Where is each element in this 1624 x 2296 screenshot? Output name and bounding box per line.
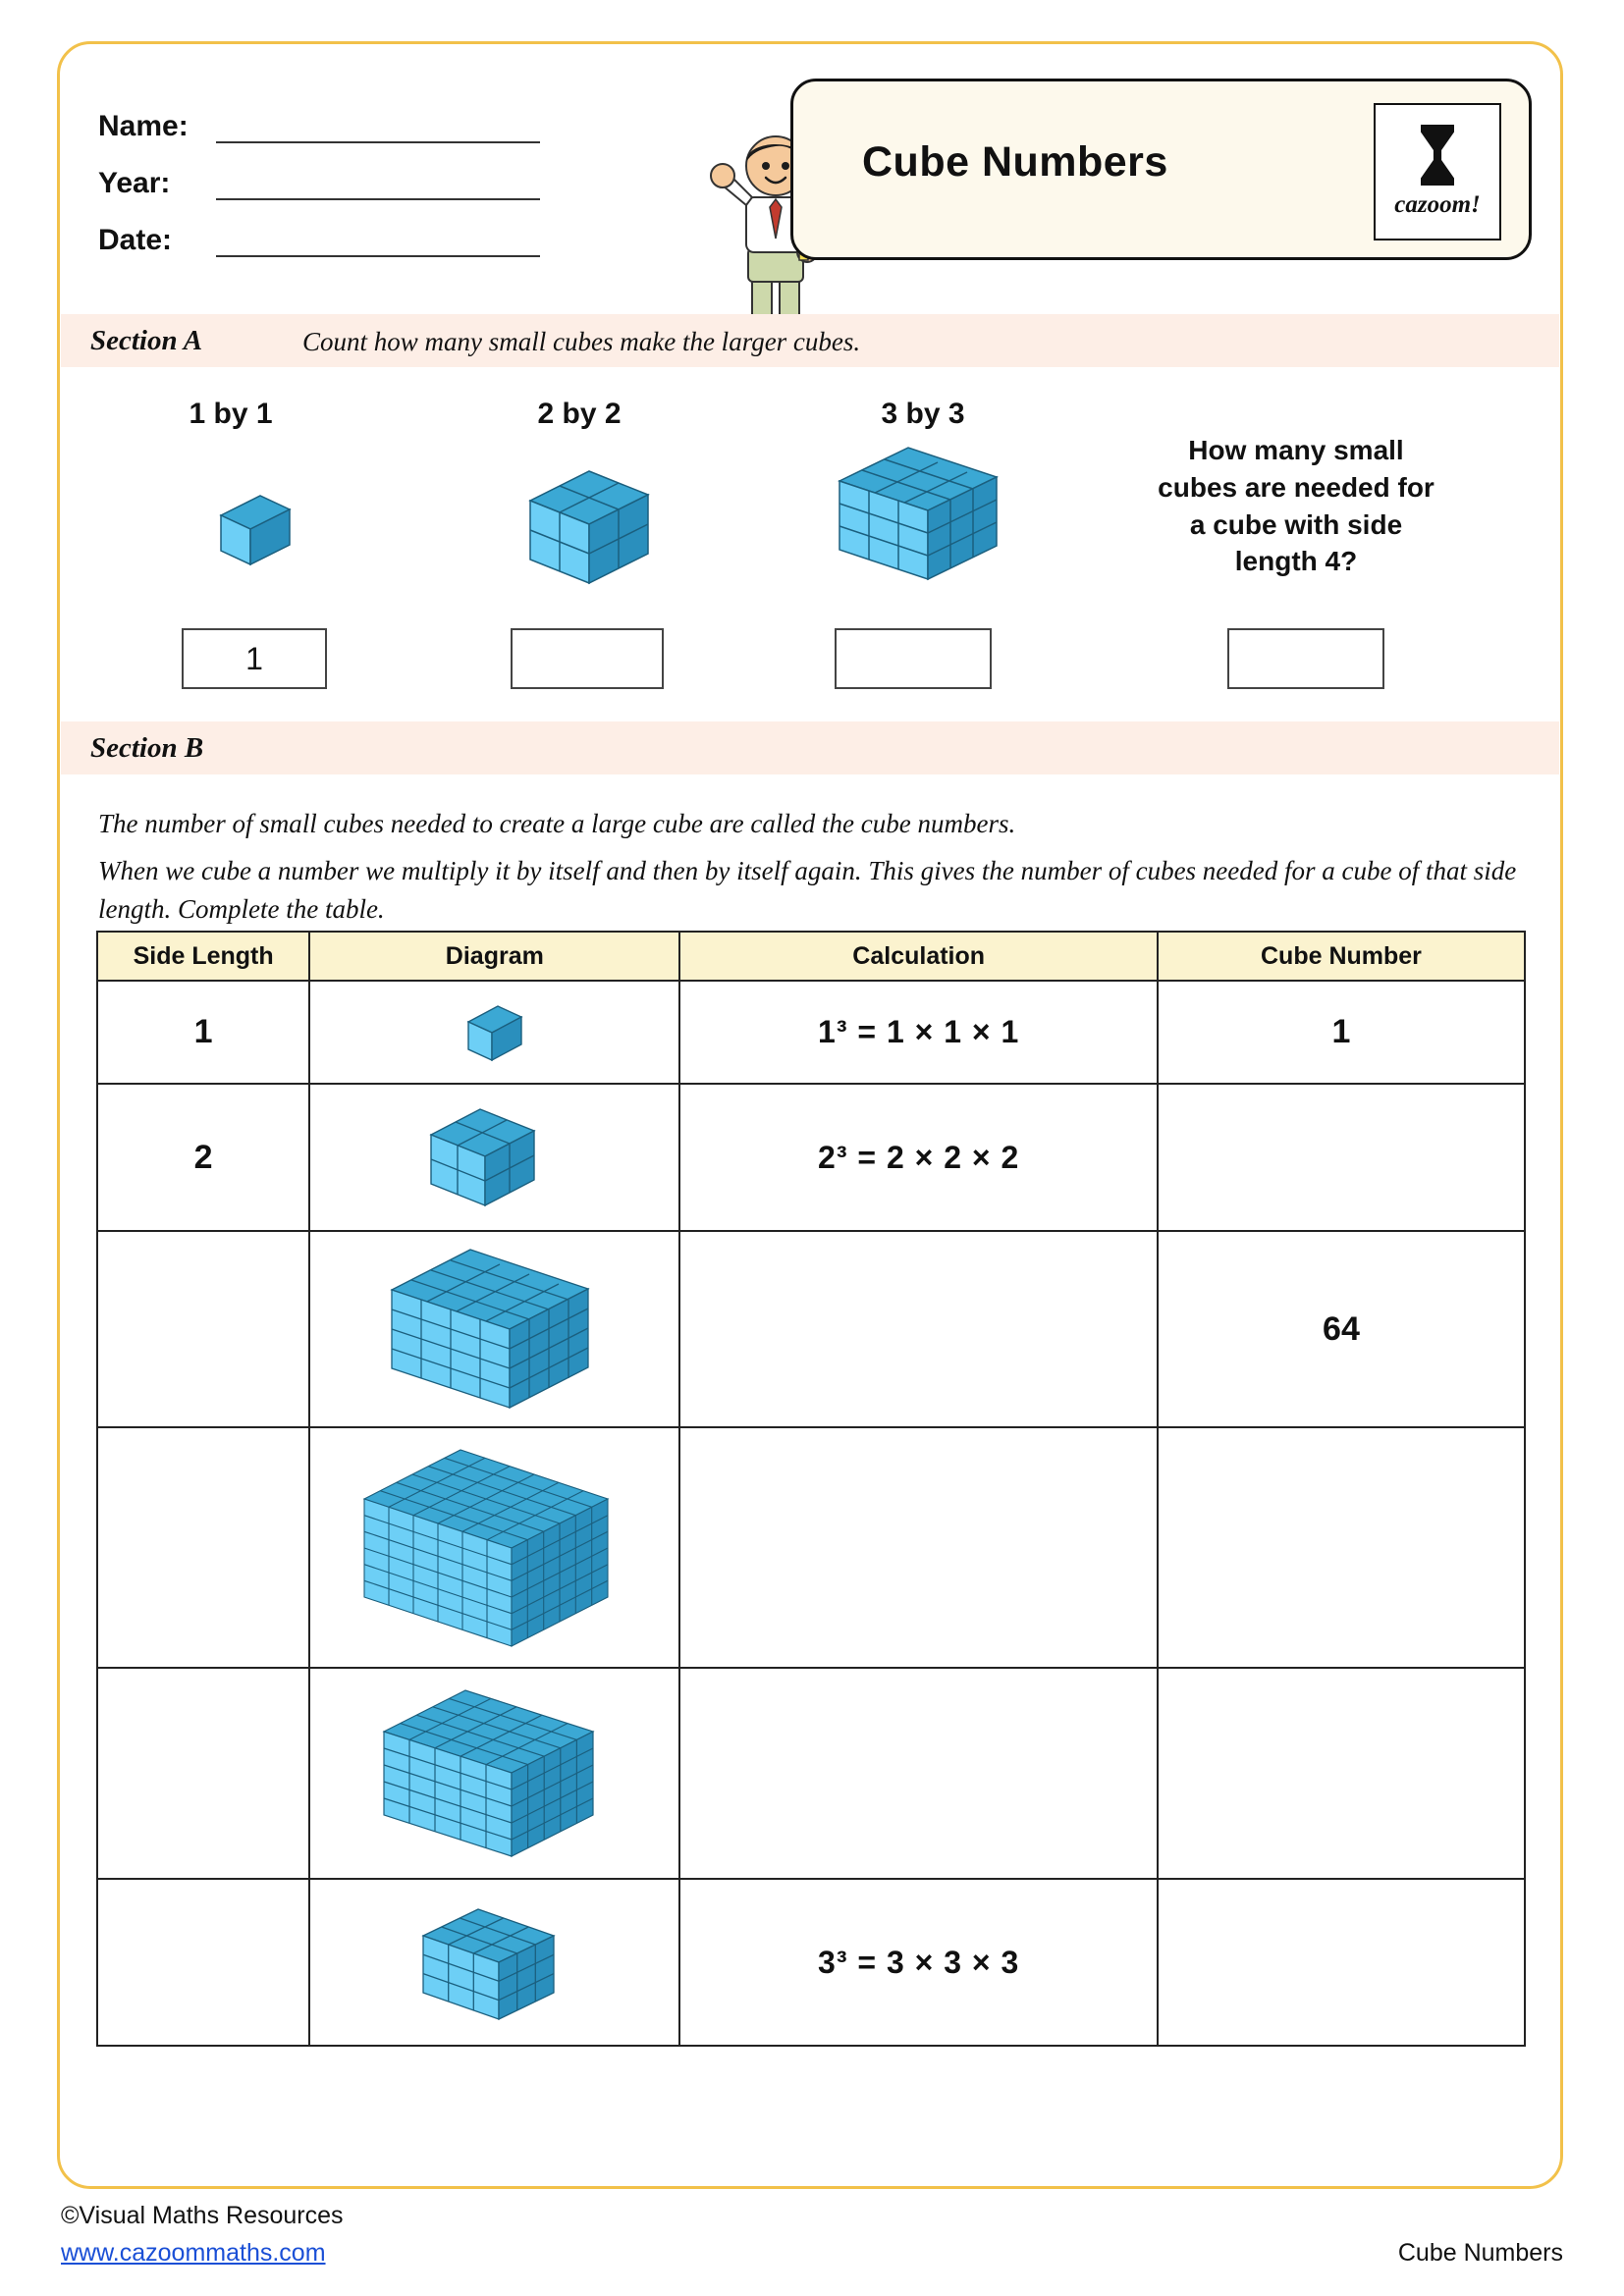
cube-caption-3: 3 by 3 (881, 398, 965, 430)
header-cube-number: Cube Number (1158, 932, 1525, 981)
cell-diagram (309, 1879, 679, 2046)
cell-calculation[interactable] (679, 1427, 1158, 1668)
footer-worksheet-name: Cube Numbers (1397, 2239, 1563, 2267)
hourglass-icon (1421, 125, 1454, 186)
cell-side-length[interactable] (97, 1427, 309, 1668)
cube-numbers-table (96, 931, 1526, 2047)
header-side-length: Side Length (97, 932, 309, 981)
table-row (97, 1427, 1525, 1668)
cell-cube-number[interactable] (1158, 1427, 1525, 1668)
cell-cube-number[interactable]: 64 (1158, 1231, 1525, 1427)
cell-diagram (309, 981, 679, 1084)
section-b-label: Section B (90, 731, 204, 764)
section-b-paragraph-1: The number of small cubes needed to create a large cube are called the cube numbers. (98, 809, 1016, 838)
cell-calculation[interactable]: 3³ = 3 × 3 × 3 (679, 1879, 1158, 2046)
cube-diagram-n1 (460, 998, 529, 1067)
cell-side-length[interactable]: 2 (97, 1084, 309, 1231)
cell-cube-number[interactable] (1158, 1668, 1525, 1879)
cell-cube-number[interactable] (1158, 1879, 1525, 2046)
answer-box-2[interactable] (511, 628, 664, 689)
cube-caption-2: 2 by 2 (537, 398, 622, 430)
header-calculation: Calculation (679, 932, 1158, 981)
section-b-paragraph-2: When we cube a number we multiply it by itself and then by itself again. This gives the number of cubes needed for a cube of that side length. Complete the table. (98, 856, 1517, 925)
section-a-question: How many small cubes are needed for a cube with side length 4? (1158, 435, 1435, 577)
table-row (97, 1879, 1525, 2046)
cube-caption-1: 1 by 1 (189, 398, 273, 430)
cube-diagram-n6 (352, 1432, 637, 1663)
footer-copyright: ©Visual Maths Resources (61, 2202, 344, 2229)
table-header-row (97, 932, 1525, 981)
cube-diagram-n3 (411, 1892, 578, 2034)
cube-diagram-1x1 (211, 486, 299, 574)
answer-box-4[interactable] (1227, 628, 1384, 689)
cube-diagram-n4 (377, 1236, 613, 1422)
cazoom-logo (1374, 103, 1501, 240)
answer-box-1[interactable]: 1 (182, 628, 327, 689)
cube-diagram-2x2 (520, 452, 687, 599)
section-a-instruction: Count how many small cubes make the larger cubes. (302, 327, 861, 356)
year-label: Year: (98, 167, 171, 199)
table-row (97, 981, 1525, 1084)
cell-diagram (309, 1084, 679, 1231)
cell-side-length[interactable] (97, 1231, 309, 1427)
worksheet-header (88, 69, 1532, 285)
date-input-line[interactable] (216, 224, 540, 257)
page-title: Cube Numbers (862, 138, 1168, 186)
cell-diagram (309, 1427, 679, 1668)
title-box (790, 79, 1532, 260)
date-label: Date: (98, 224, 173, 256)
logo-label: cazoom! (1394, 191, 1481, 218)
cell-calculation[interactable]: 2³ = 2 × 2 × 2 (679, 1084, 1158, 1231)
cell-side-length[interactable] (97, 1668, 309, 1879)
cell-calculation[interactable] (679, 1668, 1158, 1879)
cell-calculation[interactable] (679, 1231, 1158, 1427)
cube-diagram-n2 (421, 1094, 568, 1221)
date-field-row (98, 212, 540, 257)
cell-side-length[interactable]: 1 (97, 981, 309, 1084)
cell-side-length[interactable] (97, 1879, 309, 2046)
cell-cube-number[interactable] (1158, 1084, 1525, 1231)
section-a-label: Section A (90, 324, 203, 356)
answer-box-3[interactable] (835, 628, 992, 689)
cell-calculation[interactable]: 1³ = 1 × 1 × 1 (679, 981, 1158, 1084)
cube-diagram-3x3 (830, 432, 1036, 609)
cell-diagram (309, 1231, 679, 1427)
header-diagram: Diagram (309, 932, 679, 981)
cell-diagram (309, 1668, 679, 1879)
cube-diagram-n5 (372, 1673, 618, 1874)
cell-cube-number[interactable]: 1 (1158, 981, 1525, 1084)
year-input-line[interactable] (216, 167, 540, 200)
name-field-row (98, 98, 540, 143)
section-b-bar (61, 721, 1559, 774)
name-input-line[interactable] (216, 110, 540, 143)
table-row (97, 1668, 1525, 1879)
name-label: Name: (98, 110, 189, 142)
table-row (97, 1231, 1525, 1427)
footer-website-link[interactable]: www.cazoommaths.com (61, 2239, 326, 2267)
year-field-row (98, 155, 540, 200)
table-row (97, 1084, 1525, 1231)
